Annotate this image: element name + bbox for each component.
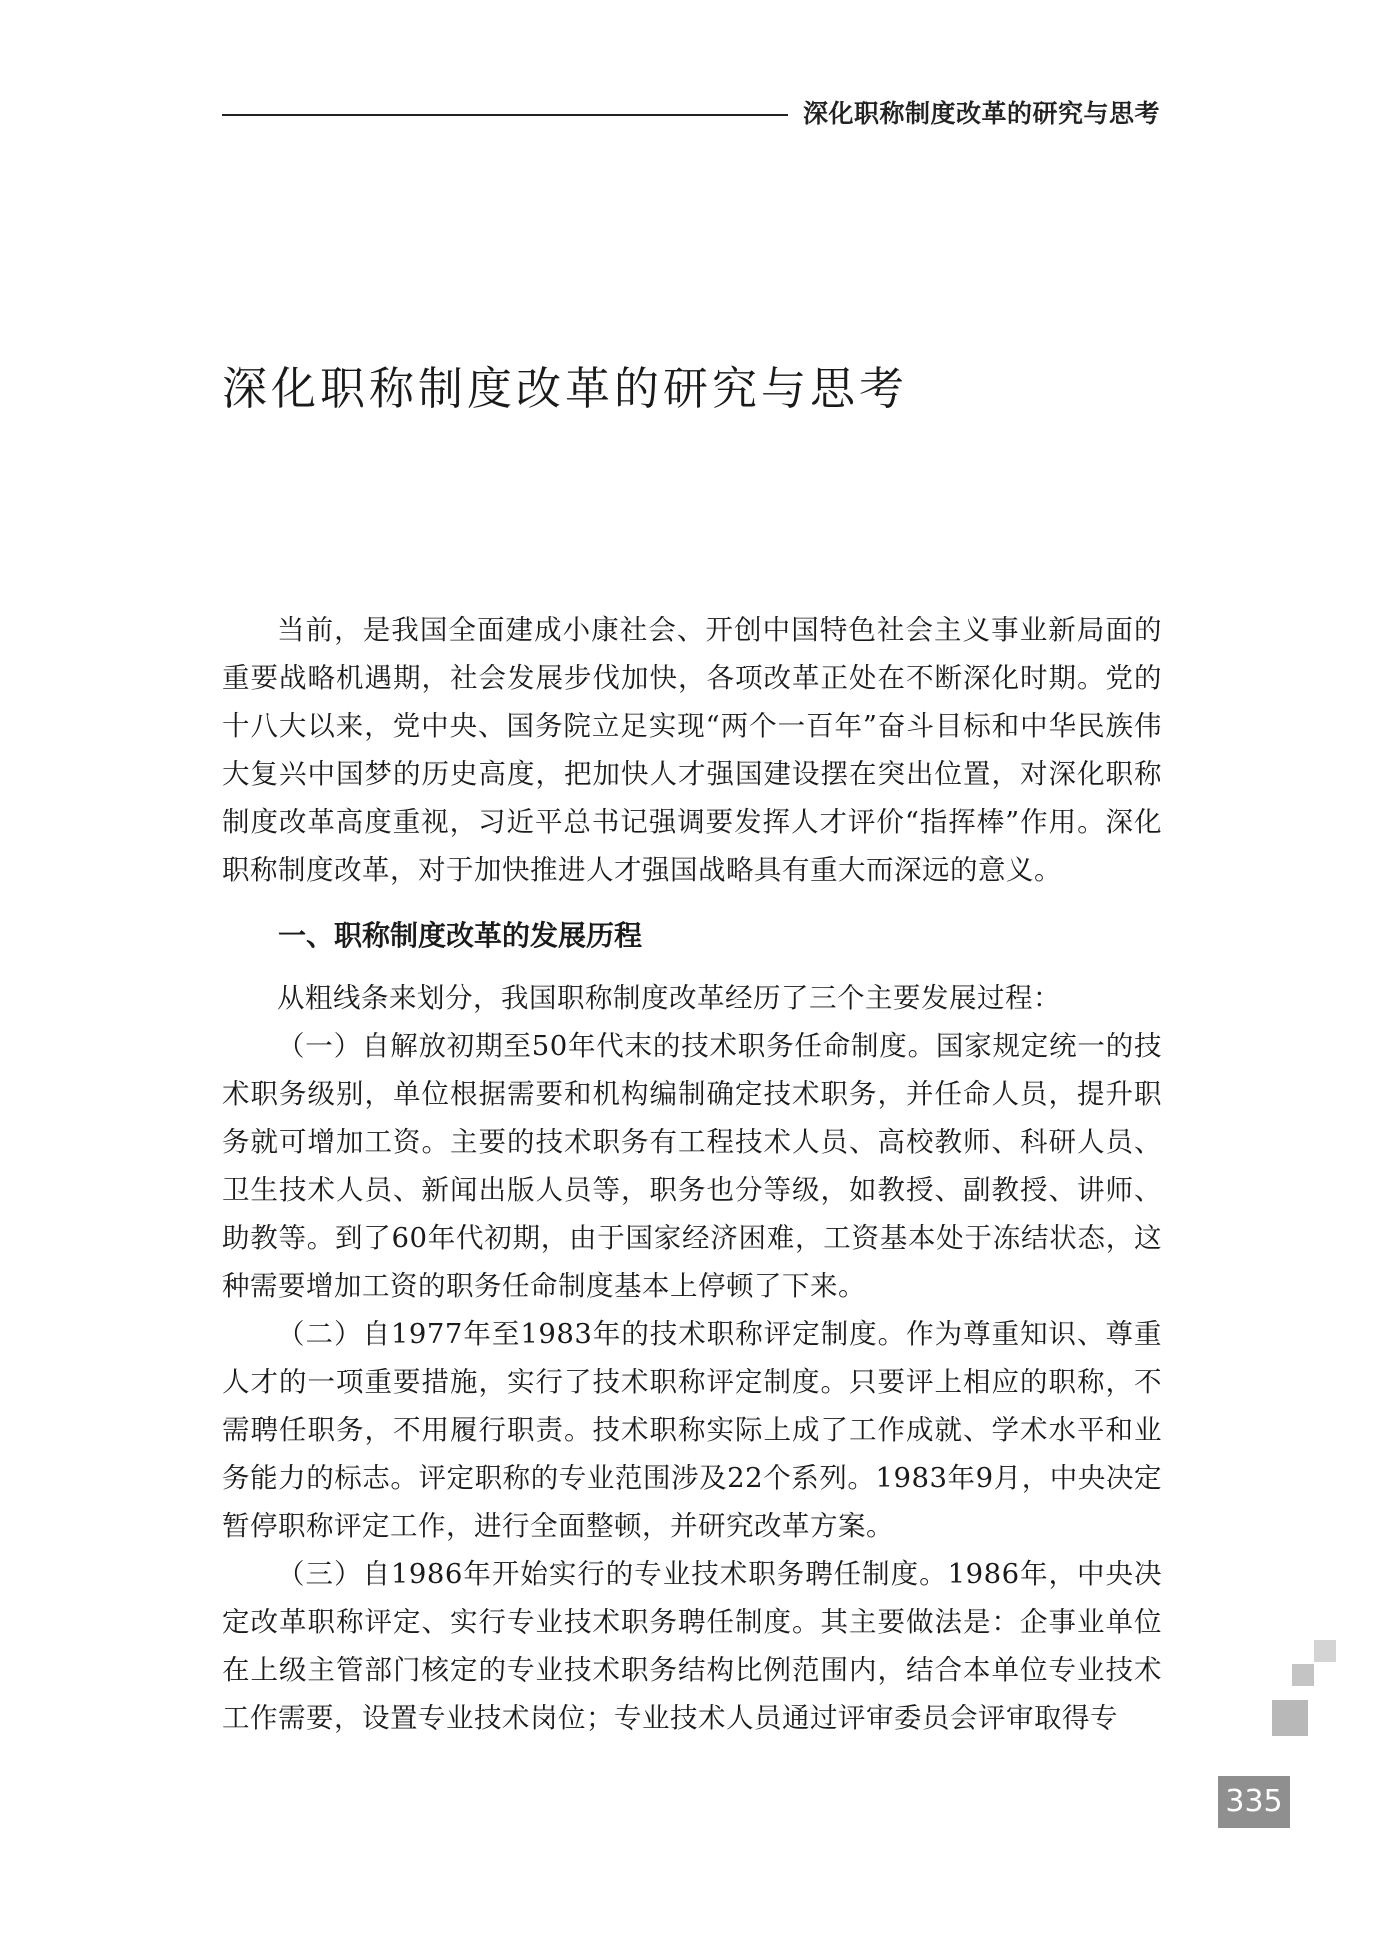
paragraph-overview: 从粗线条来划分，我国职称制度改革经历了三个主要发展过程： bbox=[277, 982, 1061, 1014]
page-number: 335 bbox=[1218, 1776, 1290, 1828]
article-body bbox=[222, 606, 1162, 1742]
header-rule bbox=[222, 114, 788, 116]
article-title: 深化职称制度改革的研究与思考 bbox=[222, 362, 909, 415]
running-header bbox=[222, 92, 1160, 132]
section-heading: 一、职称制度改革的发展历程 bbox=[278, 919, 643, 952]
decorative-square bbox=[1272, 1700, 1308, 1736]
decorative-square bbox=[1314, 1640, 1336, 1662]
paragraph-stage-2: （二）自1977年至1983年的技术职称评定制度。作为尊重知识、尊重人才的一项重要措施，实行了技术职称评定制度。只要评上相应的职称，不需聘任职务，不用履行职责。技术职称实际上成了工作成就、学术水平和业务能力的标志。评定职称的专业范围涉及22个系列。1983年9月，中央决定暂停职称评定工作，进行全面整顿，并研究改革方案。 bbox=[222, 1318, 1162, 1542]
running-title: 深化职称制度改革的研究与思考 bbox=[802, 99, 1160, 128]
intro-paragraph: 当前，是我国全面建成小康社会、开创中国特色社会主义事业新局面的重要战略机遇期，社会发展步伐加快，各项改革正处在不断深化时期。党的十八大以来，党中央、国务院立足实现“两个一百年”奋斗目标和中华民族伟大复兴中国梦的历史高度，把加快人才强国建设摆在突出位置，对深化职称制度改革高度重视，习近平总书记强调要发挥人才评价“指挥棒”作用。深化职称制度改革，对于加快推进人才强国战略具有重大而深远的意义。 bbox=[222, 614, 1162, 886]
paragraph-stage-1: （一）自解放初期至50年代末的技术职务任命制度。国家规定统一的技术职务级别，单位根据需要和机构编制确定技术职务，并任命人员，提升职务就可增加工资。主要的技术职务有工程技术人员、高校教师、科研人员、卫生技术人员、新闻出版人员等，职务也分等级，如教授、副教授、讲师、助教等。到了60年代初期，由于国家经济困难，工资基本处于冻结状态，这种需要增加工资的职务任命制度基本上停顿了下来。 bbox=[222, 1030, 1162, 1302]
paragraph-stage-3: （三）自1986年开始实行的专业技术职务聘任制度。1986年，中央决定改革职称评定、实行专业技术职务聘任制度。其主要做法是：企事业单位在上级主管部门核定的专业技术职务结构比例范围内，结合本单位专业技术工作需要，设置专业技术岗位；专业技术人员通过评审委员会评审取得专 bbox=[222, 1558, 1162, 1734]
decorative-square bbox=[1292, 1664, 1314, 1686]
